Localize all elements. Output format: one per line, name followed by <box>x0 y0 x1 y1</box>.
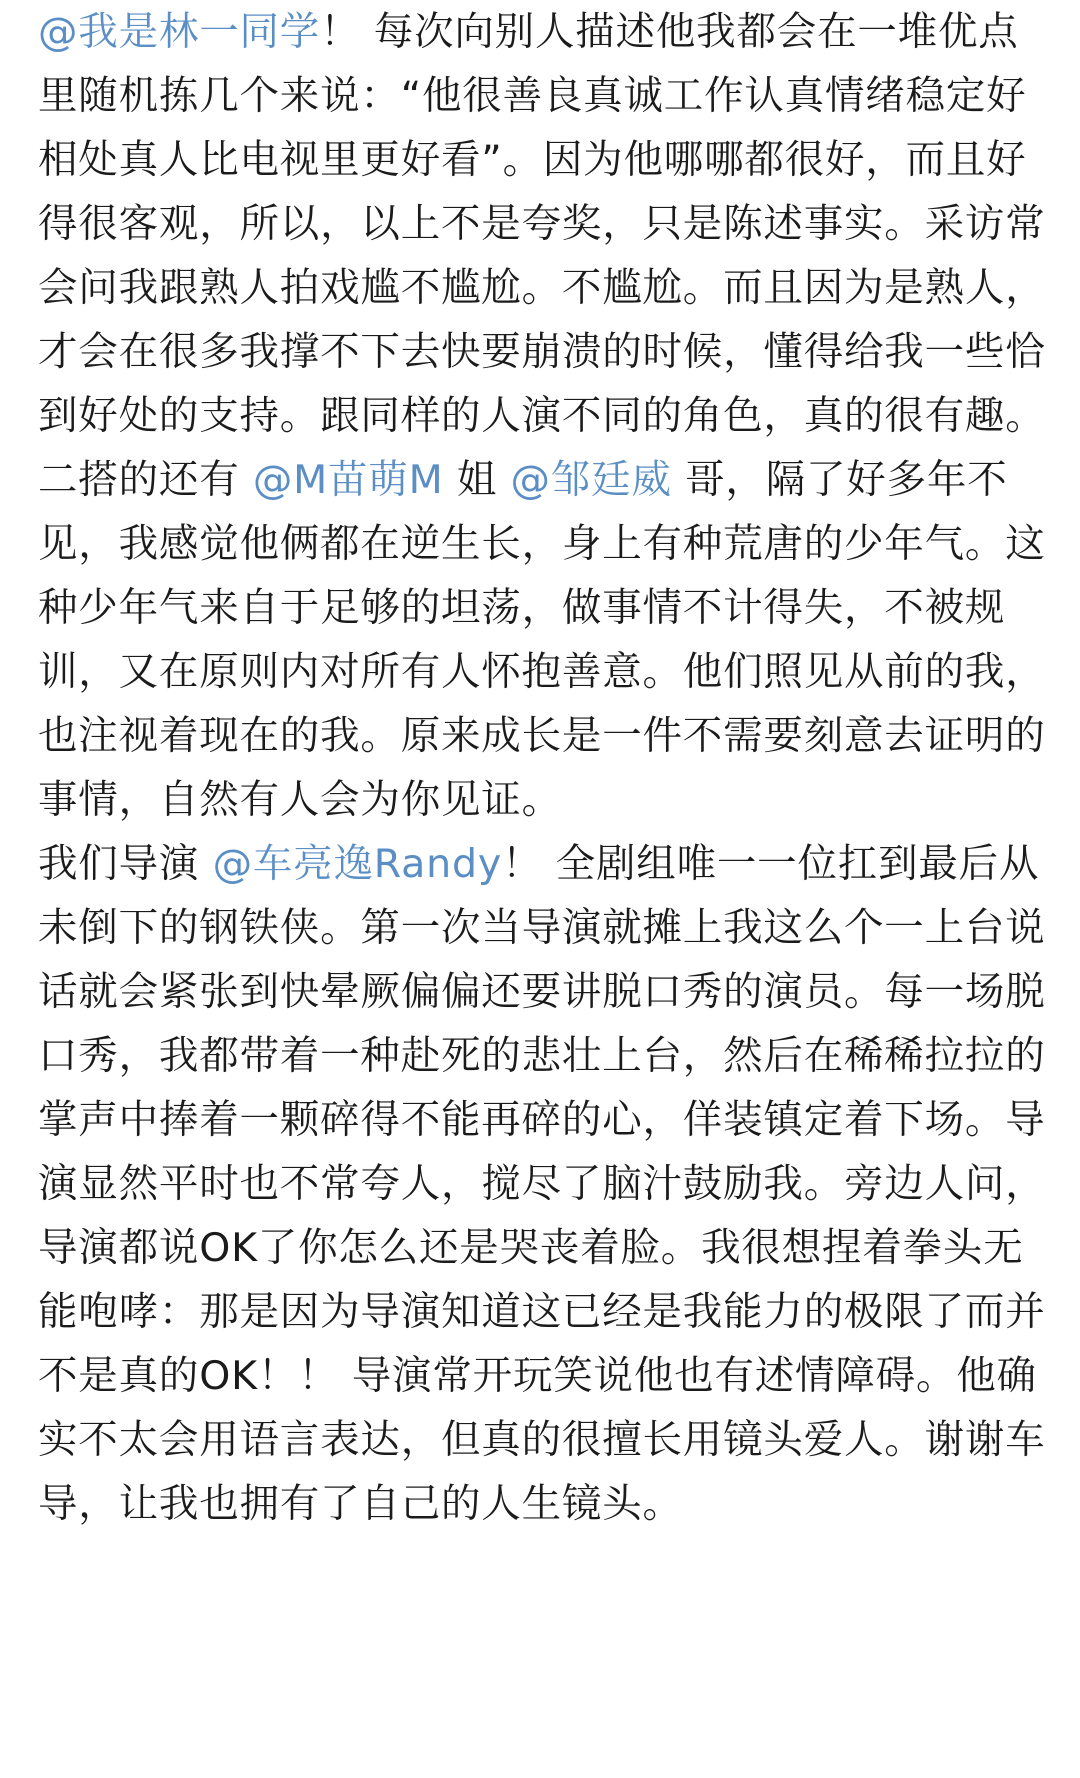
post-body <box>38 0 1048 1536</box>
post-text: 姐 <box>443 457 511 503</box>
post-text: ！ 每次向别人描述他我都会在一堆优点里随机拣几个来说：“他很善良真诚工作认真情绪稳定好相处真人比电视里更好看”。因为他哪哪都很好，而且好得很客观，所以，以上不是夸奖，只是陈述事实。采访常会问我跟熟人拍戏尴不尴尬。不尴尬。而且因为是熟人，才会在很多我撑不下去快要崩溃的时候，懂得给我一些恰到好处的支持。跟同样的人演不同的角色，真的很有趣。 <box>38 9 1046 439</box>
post-paragraph <box>38 0 1048 448</box>
post-text: ！ 全剧组唯一一位扛到最后从未倒下的钢铁侠。第一次当导演就摊上我这么个一上台说话就会紧张到快晕厥偏偏还要讲脱口秀的演员。每一场脱口秀，我都带着一种赴死的悲壮上台，然后在稀稀拉拉的掌声中捧着一颗碎得不能再碎的心，佯装镇定着下场。导演显然平时也不常夸人，搅尽了脑汁鼓励我。旁边人问，导演都说OK了你怎么还是哭丧着脸。我很想捏着拳头无能咆哮：那是因为导演知道这已经是我能力的极限了而并不是真的OK！！ 导演常开玩笑说他也有述情障碍。他确实不太会用语言表达，但真的很擅长用镜头爱人。谢谢车导，让我也拥有了自己的人生镜头。 <box>38 841 1046 1527</box>
mention-link[interactable]: @M苗萌M <box>252 457 444 503</box>
post-paragraph <box>38 448 1048 832</box>
mention-link[interactable]: @邹廷威 <box>510 457 672 503</box>
post-text: 哥，隔了好多年不见，我感觉他俩都在逆生长，身上有种荒唐的少年气。这种少年气来自于足够的坦荡，做事情不计得失，不被规训，又在原则内对所有人怀抱善意。他们照见从前的我，也注视着现在的我。原来成长是一件不需要刻意去证明的事情，自然有人会为你见证。 <box>38 457 1046 823</box>
post-paragraph <box>38 832 1048 1536</box>
mention-link[interactable]: @车亮逸Randy <box>212 841 503 887</box>
post-text: 我们导演 <box>38 841 213 887</box>
mention-link[interactable]: @我是林一同学 <box>38 9 321 55</box>
post-text: 二搭的还有 <box>38 457 253 503</box>
